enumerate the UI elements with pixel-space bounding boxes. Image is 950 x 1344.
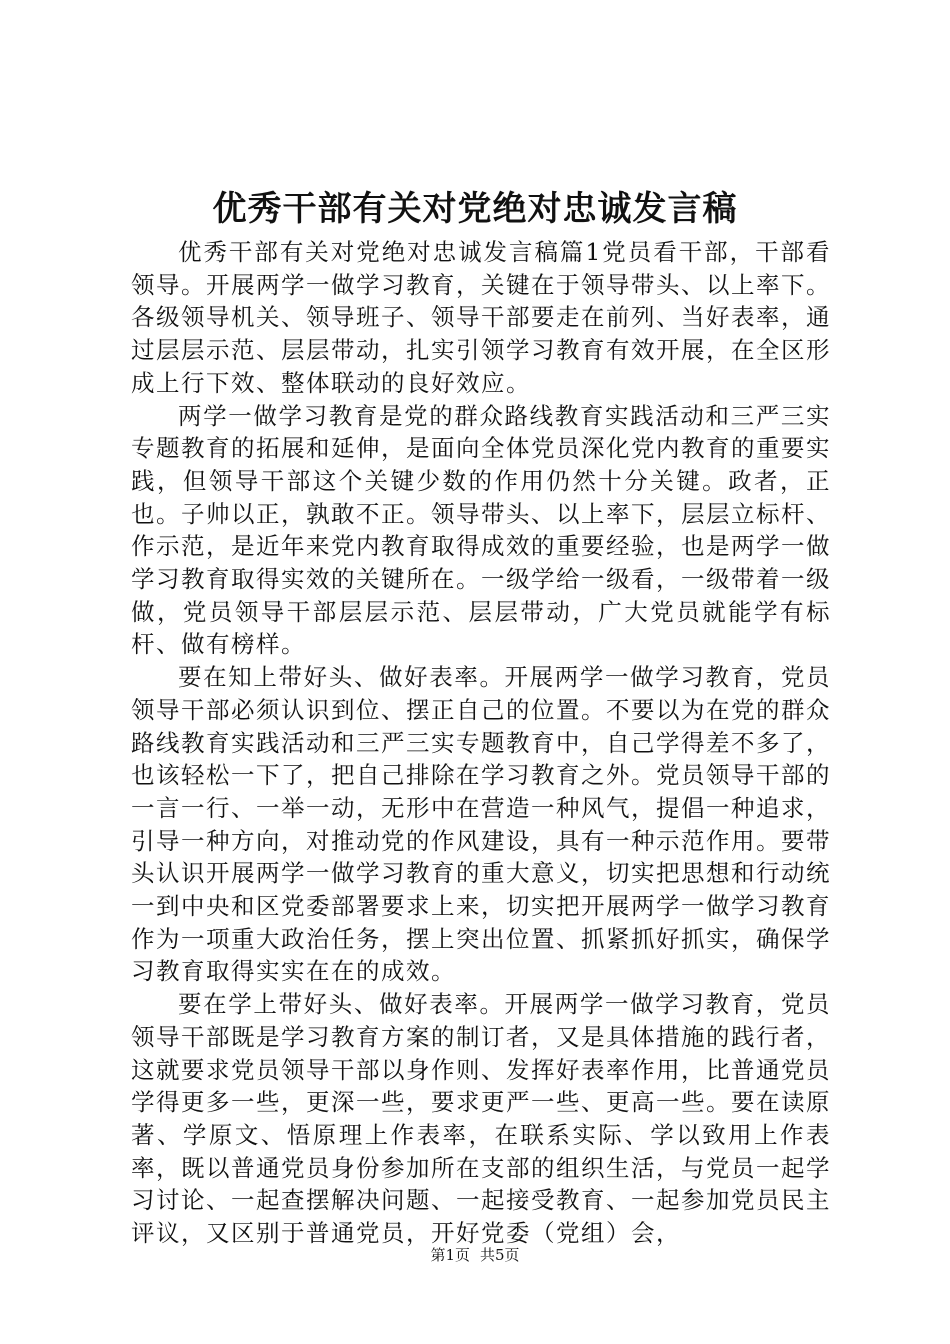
document-title: 优秀干部有关对党绝对忠诚发言稿	[212, 189, 738, 229]
document-body	[131, 236, 831, 1250]
page-footer	[0, 1245, 950, 1265]
page-number: 第1页	[430, 1246, 470, 1264]
page-total: 共5页	[480, 1246, 520, 1264]
paragraph: 优秀干部有关对党绝对忠诚发言稿篇1党员看干部，干部看领导。开展两学一做学习教育，关键在于领导带头、以上率下。各级领导机关、领导班子、领导干部要走在前列、当好表率，通过层层示范、层层带动，扎实引领学习教育有效开展，在全区形成上行下效、整体联动的良好效应。	[131, 238, 831, 397]
paragraph: 要在知上带好头、做好表率。开展两学一做学习教育，党员领导干部必须认识到位、摆正自己的位置。不要以为在党的群众路线教育实践活动和三严三实专题教育中，自己学得差不多了，也该轻松一下了，把自己排除在学习教育之外。党员领导干部的一言一行、一举一动，无形中在营造一种风气，提倡一种追求，引导一种方向，对推动党的作风建设，具有一种示范作用。要带头认识开展两学一做学习教育的重大意义，切实把思想和行动统一到中央和区党委部署要求上来，切实把开展两学一做学习教育作为一项重大政治任务，摆上突出位置、抓紧抓好抓实，确保学习教育取得实实在在的成效。	[131, 663, 831, 986]
paragraph: 两学一做学习教育是党的群众路线教育实践活动和三严三实专题教育的拓展和延伸，是面向全体党员深化党内教育的重要实践，但领导干部这个关键少数的作用仍然十分关键。政者，正也。子帅以正，孰敢不正。领导带头、以上率下，层层立标杆、作示范，是近年来党内教育取得成效的重要经验，也是两学一做学习教育取得实效的关键所在。一级学给一级看，一级带着一级做，党员领导干部层层示范、层层带动，广大党员就能学有标杆、做有榜样。	[131, 401, 831, 659]
paragraph: 要在学上带好头、做好表率。开展两学一做学习教育，党员领导干部既是学习教育方案的制订者，又是具体措施的践行者，这就要求党员领导干部以身作则、发挥好表率作用，比普通党员学得更多一些，更深一些，要求更严一些、更高一些。要在读原著、学原文、悟原理上作表率，在联系实际、学以致用上作表率，既以普通党员身份参加所在支部的组织生活，与党员一起学习讨论、一起查摆解决问题、一起接受教育、一起参加党员民主评议，又区别于普通党员，开好党委（党组）会，	[131, 990, 831, 1248]
